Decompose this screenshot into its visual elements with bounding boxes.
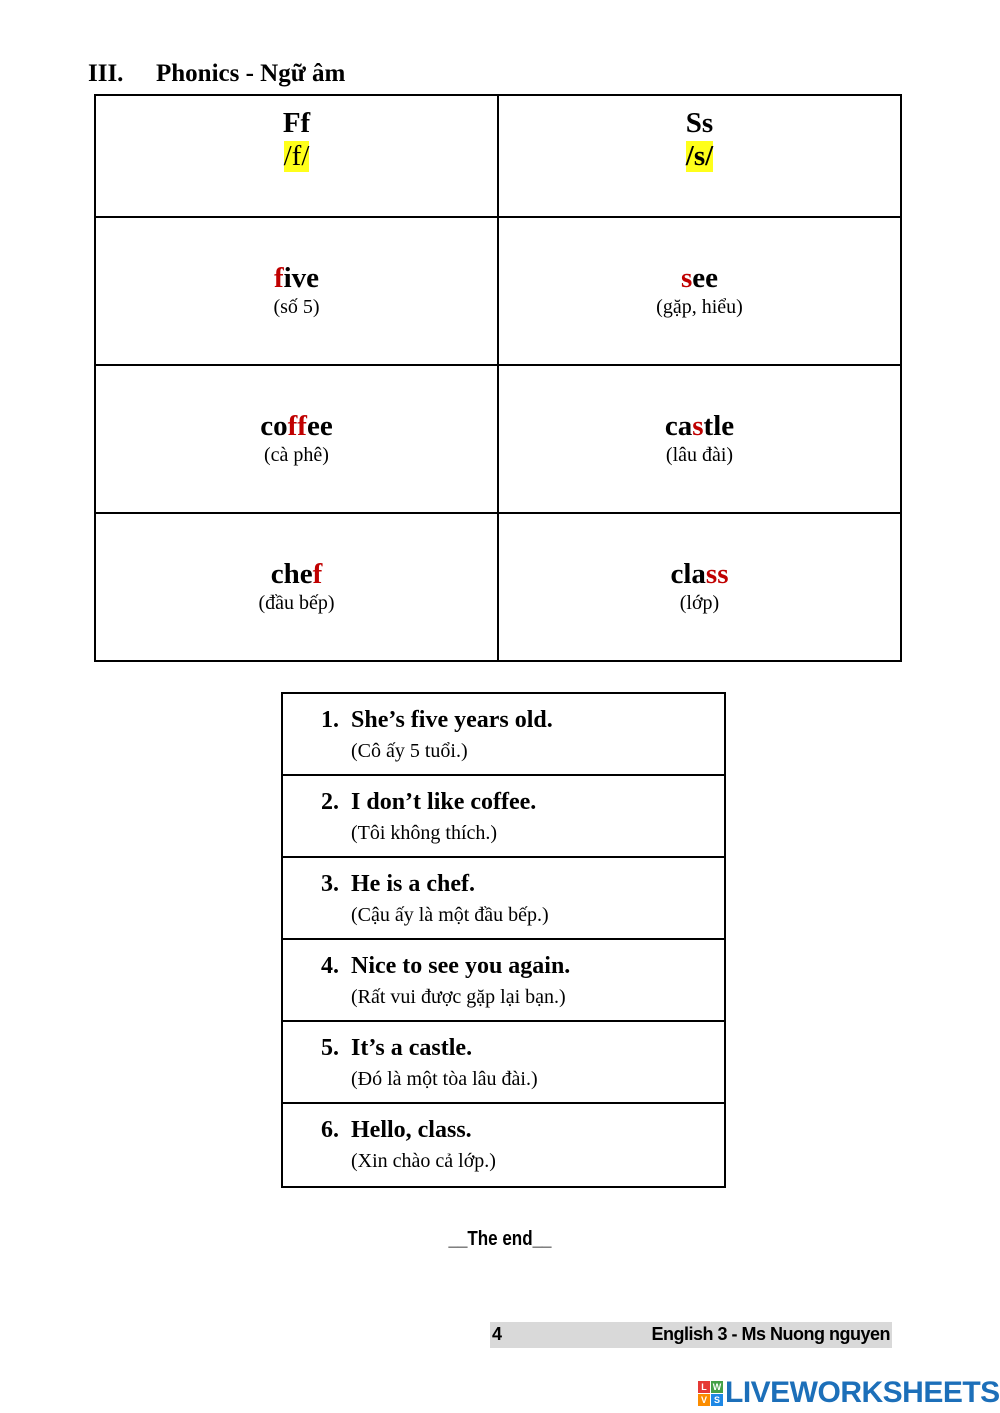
word: coffee <box>260 410 333 442</box>
word-row <box>95 217 901 365</box>
sentence-translation: (Tôi không thích.) <box>351 822 498 844</box>
sentence-number: 2. <box>321 789 339 815</box>
highlighted-letters: ff <box>287 410 307 442</box>
word-cell <box>498 365 901 513</box>
sentence-item <box>283 776 724 858</box>
word: chef <box>270 558 323 590</box>
footer-text: English 3 - Ms Nuong nguyen <box>651 1324 890 1344</box>
word-cell <box>95 513 498 661</box>
word-meaning: (gặp, hiểu) <box>656 296 743 318</box>
word: see <box>680 262 719 294</box>
sentence-english: She’s five years old. <box>351 707 553 733</box>
sentence-item <box>283 1104 724 1186</box>
sentence-translation: (Rất vui được gặp lại bạn.) <box>351 986 566 1008</box>
letter-cell-f <box>95 95 498 217</box>
the-end-text: __The end__ <box>448 1228 552 1250</box>
sentence-number: 3. <box>321 871 339 897</box>
page-number: 4 <box>492 1324 503 1344</box>
sentence-list <box>281 692 726 1188</box>
word-cell <box>95 365 498 513</box>
section-title: Phonics - Ngữ âm <box>156 60 346 87</box>
sentence-item <box>283 1022 724 1104</box>
sentence-number: 1. <box>321 707 339 733</box>
brand-name: LIVEWORKSHEETS <box>725 1376 1000 1409</box>
sentence-item <box>283 858 724 940</box>
word: class <box>670 558 729 590</box>
word-cell <box>498 513 901 661</box>
letter-pair: Ff <box>282 107 311 139</box>
phonics-table <box>94 94 902 662</box>
liveworksheets-logo-icon: L W V S <box>698 1381 723 1406</box>
word: five <box>273 262 320 294</box>
sentence-english: He is a chef. <box>351 871 475 897</box>
liveworksheets-brand <box>698 1375 1000 1411</box>
sentence-translation: (Cô ấy 5 tuổi.) <box>351 740 468 762</box>
sentence-english: Nice to see you again. <box>351 953 571 979</box>
highlighted-letters: f <box>273 262 284 294</box>
highlighted-letters: f <box>312 558 323 590</box>
word-meaning: (số 5) <box>273 296 320 318</box>
highlighted-letters: ss <box>705 558 729 590</box>
sentence-item <box>283 940 724 1022</box>
highlighted-letters: s <box>680 262 693 294</box>
word-row <box>95 513 901 661</box>
highlighted-letters: s <box>692 410 704 442</box>
sentence-item <box>283 694 724 776</box>
sound-symbol: /s/ <box>685 140 714 172</box>
sentence-translation: (Xin chào cả lớp.) <box>351 1150 496 1172</box>
section-number: III. <box>88 60 124 87</box>
word-meaning: (lâu đài) <box>665 444 734 466</box>
letter-pair: Ss <box>685 107 714 139</box>
sentence-number: 6. <box>321 1117 339 1143</box>
word-meaning: (cà phê) <box>264 444 329 466</box>
page-footer <box>490 1322 892 1348</box>
sentence-english: It’s a castle. <box>351 1035 473 1061</box>
sentence-translation: (Cậu ấy là một đầu bếp.) <box>351 904 549 926</box>
sentence-translation: (Đó là một tòa lâu đài.) <box>351 1068 538 1090</box>
sentence-english: Hello, class. <box>351 1117 472 1143</box>
word-cell <box>95 217 498 365</box>
sentence-english: I don’t like coffee. <box>351 789 537 815</box>
letter-cell-s <box>498 95 901 217</box>
word-row <box>95 365 901 513</box>
word: castle <box>664 410 735 442</box>
word-meaning: (lớp) <box>679 592 720 614</box>
sound-symbol: /f/ <box>283 140 310 172</box>
sentence-number: 4. <box>321 953 339 979</box>
phonics-header-row <box>95 95 901 217</box>
sentence-number: 5. <box>321 1035 339 1061</box>
word-meaning: (đầu bếp) <box>258 592 335 614</box>
word-cell <box>498 217 901 365</box>
section-heading <box>88 60 345 88</box>
